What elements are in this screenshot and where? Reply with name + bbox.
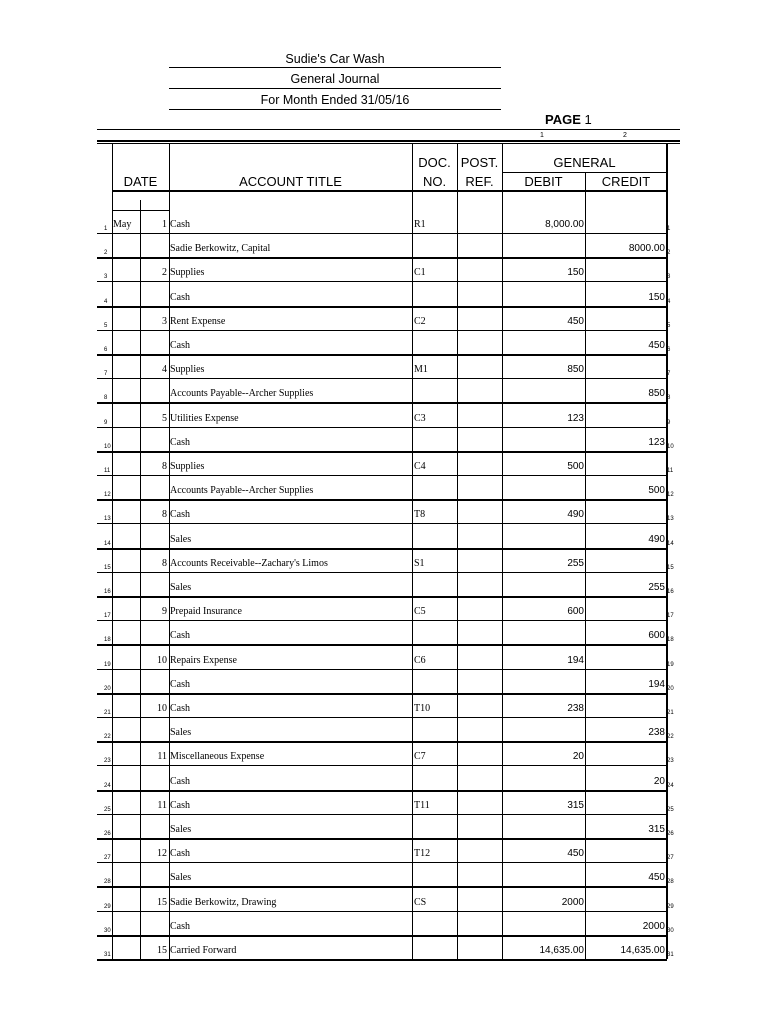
row-month: May — [113, 219, 132, 230]
row-credit: 8000.00 — [628, 243, 665, 254]
row-credit: 850 — [648, 388, 665, 399]
line-number-right: 25 — [667, 807, 674, 813]
line-number-left: 4 — [104, 299, 108, 305]
line-number-right: 22 — [667, 734, 674, 740]
column-rule — [112, 143, 113, 959]
row-doc-no: C1 — [414, 267, 426, 278]
line-number-left: 10 — [104, 444, 111, 450]
line-number-right: 29 — [667, 904, 674, 910]
row-account-title: Sales — [170, 727, 192, 738]
column-rule — [585, 172, 586, 959]
row-rule — [97, 911, 667, 912]
row-doc-no: T12 — [414, 848, 431, 859]
line-number-left: 23 — [104, 758, 111, 764]
row-credit: 20 — [653, 776, 665, 787]
line-number-right: 8 — [667, 395, 671, 401]
line-number-left: 28 — [104, 879, 111, 885]
row-rule — [97, 548, 667, 550]
line-number-right: 5 — [667, 323, 671, 329]
row-rule — [97, 451, 667, 453]
row-credit: 238 — [648, 727, 665, 738]
journal-period: For Month Ended 31/05/16 — [260, 93, 410, 107]
row-account-title: Miscellaneous Expense — [170, 751, 265, 762]
post-header-line2: REF. — [465, 174, 494, 189]
row-rule — [97, 378, 667, 379]
line-number-left: 8 — [104, 395, 108, 401]
row-credit: 123 — [648, 437, 665, 448]
row-rule — [97, 620, 667, 621]
line-number-right: 28 — [667, 879, 674, 885]
row-doc-no: T11 — [414, 800, 430, 811]
row-day: 8 — [162, 509, 167, 520]
line-number-left: 5 — [104, 323, 108, 329]
row-debit: 490 — [567, 509, 584, 520]
row-debit: 123 — [567, 413, 584, 424]
column-header-doc — [412, 155, 457, 189]
row-rule — [97, 402, 667, 404]
row-day: 15 — [157, 897, 167, 908]
row-rule — [97, 427, 667, 428]
row-doc-no: C4 — [414, 461, 426, 472]
page-indicator — [545, 112, 592, 127]
frame-rule — [97, 143, 680, 144]
row-account-title: Rent Expense — [170, 316, 226, 327]
row-account-title: Cash — [170, 848, 190, 859]
line-number-right: 15 — [667, 565, 674, 571]
row-doc-no: R1 — [414, 219, 426, 230]
row-rule — [97, 330, 667, 331]
row-account-title: Supplies — [170, 461, 205, 472]
row-debit: 2000 — [561, 897, 584, 908]
row-day: 5 — [162, 413, 167, 424]
row-account-title: Sadie Berkowitz, Drawing — [170, 897, 277, 908]
row-day: 9 — [162, 606, 167, 617]
doc-header-line1: DOC. — [418, 155, 451, 170]
row-day: 1 — [162, 219, 167, 230]
line-number-right: 30 — [667, 928, 674, 934]
line-number-right: 27 — [667, 855, 674, 861]
line-number-left: 19 — [104, 662, 111, 668]
row-credit: 500 — [648, 485, 665, 496]
row-doc-no: T8 — [414, 509, 426, 520]
row-account-title: Cash — [170, 509, 190, 520]
row-debit: 255 — [567, 558, 584, 569]
row-account-title: Cash — [170, 630, 190, 641]
line-number-left: 18 — [104, 637, 111, 643]
row-credit: 14,635.00 — [620, 945, 665, 956]
line-number-right: 19 — [667, 662, 674, 668]
journal-title: General Journal — [290, 72, 380, 86]
row-credit: 315 — [648, 824, 665, 835]
line-number-left: 26 — [104, 831, 111, 837]
post-header-line1: POST. — [460, 155, 499, 170]
row-rule — [97, 838, 667, 840]
row-doc-no: C5 — [414, 606, 426, 617]
row-account-title: Cash — [170, 800, 190, 811]
column-header-account-title: ACCOUNT TITLE — [239, 174, 342, 189]
column-header-general: GENERAL — [553, 155, 616, 170]
line-number-left: 21 — [104, 710, 111, 716]
line-number-left: 20 — [104, 686, 111, 692]
frame-rule — [97, 140, 680, 142]
row-rule — [97, 499, 667, 501]
column-number-1: 1 — [540, 132, 544, 139]
line-number-left: 29 — [104, 904, 111, 910]
page-label: PAGE — [545, 112, 581, 127]
row-rule — [97, 765, 667, 766]
row-debit: 450 — [567, 316, 584, 327]
row-debit: 315 — [567, 800, 584, 811]
line-number-right: 31 — [667, 952, 674, 958]
title-rule — [169, 109, 501, 110]
column-header-credit: CREDIT — [601, 174, 651, 189]
row-account-title: Sales — [170, 534, 192, 545]
line-number-right: 12 — [667, 492, 674, 498]
column-rule — [169, 143, 170, 959]
row-account-title: Cash — [170, 679, 190, 690]
row-rule — [97, 814, 667, 815]
row-day: 11 — [157, 800, 167, 811]
row-account-title: Cash — [170, 437, 190, 448]
line-number-right: 16 — [667, 589, 674, 595]
row-rule — [97, 717, 667, 718]
column-header-date: DATE — [123, 174, 158, 189]
title-rule — [169, 67, 501, 68]
column-header-debit: DEBIT — [524, 174, 563, 189]
line-number-right: 23 — [667, 758, 674, 764]
row-account-title: Cash — [170, 340, 190, 351]
row-rule — [97, 354, 667, 356]
row-rule — [97, 644, 667, 646]
row-day: 4 — [162, 364, 167, 375]
line-number-left: 3 — [104, 274, 108, 280]
line-number-left: 31 — [104, 952, 111, 958]
row-account-title: Accounts Receivable--Zachary's Limos — [170, 558, 328, 569]
row-rule — [97, 281, 667, 282]
row-account-title: Cash — [170, 219, 190, 230]
line-number-right: 20 — [667, 686, 674, 692]
row-account-title: Prepaid Insurance — [170, 606, 242, 617]
line-number-left: 9 — [104, 420, 108, 426]
row-debit: 150 — [567, 267, 584, 278]
row-day: 12 — [157, 848, 167, 859]
line-number-right: 18 — [667, 637, 674, 643]
line-number-left: 17 — [104, 613, 111, 619]
line-number-left: 6 — [104, 347, 108, 353]
line-number-left: 30 — [104, 928, 111, 934]
row-debit: 20 — [572, 751, 584, 762]
line-number-right: 3 — [667, 274, 671, 280]
row-doc-no: M1 — [414, 364, 428, 375]
line-number-right: 6 — [667, 347, 671, 353]
line-number-right: 10 — [667, 444, 674, 450]
row-debit: 450 — [567, 848, 584, 859]
line-number-left: 1 — [104, 226, 108, 232]
row-account-title: Cash — [170, 921, 190, 932]
row-day: 11 — [157, 751, 167, 762]
line-number-left: 14 — [104, 541, 111, 547]
row-rule — [97, 741, 667, 743]
row-day: 3 — [162, 316, 167, 327]
doc-header-line2: NO. — [422, 174, 447, 189]
frame-rule — [97, 129, 680, 130]
row-doc-no: S1 — [414, 558, 425, 569]
row-doc-no: C6 — [414, 655, 426, 666]
line-number-left: 24 — [104, 783, 111, 789]
line-number-left: 12 — [104, 492, 111, 498]
row-day: 2 — [162, 267, 167, 278]
line-number-left: 15 — [104, 565, 111, 571]
row-debit: 500 — [567, 461, 584, 472]
row-credit: 600 — [648, 630, 665, 641]
line-number-right: 14 — [667, 541, 674, 547]
line-number-right: 7 — [667, 371, 671, 377]
header-bottom-rule — [112, 190, 667, 192]
line-number-left: 22 — [104, 734, 111, 740]
line-number-right: 24 — [667, 783, 674, 789]
line-number-right: 17 — [667, 613, 674, 619]
line-number-left: 27 — [104, 855, 111, 861]
row-account-title: Supplies — [170, 364, 205, 375]
row-day: 10 — [157, 655, 167, 666]
line-number-right: 9 — [667, 420, 671, 426]
row-doc-no: C7 — [414, 751, 426, 762]
row-rule — [97, 596, 667, 598]
row-doc-no: T10 — [414, 703, 431, 714]
row-day: 10 — [157, 703, 167, 714]
company-name: Sudie's Car Wash — [285, 52, 385, 66]
row-rule — [97, 669, 667, 670]
row-rule — [97, 862, 667, 863]
row-account-title: Accounts Payable--Archer Supplies — [170, 388, 314, 399]
row-doc-no: C2 — [414, 316, 426, 327]
line-number-right: 21 — [667, 710, 674, 716]
line-number-left: 11 — [104, 468, 111, 474]
row-credit: 255 — [648, 582, 665, 593]
row-credit: 450 — [648, 340, 665, 351]
row-rule — [97, 790, 667, 792]
row-rule — [97, 886, 667, 888]
row-credit: 450 — [648, 872, 665, 883]
title-rule — [169, 88, 501, 89]
row-rule — [97, 257, 667, 259]
line-number-right: 11 — [667, 468, 674, 474]
row-debit: 14,635.00 — [539, 945, 584, 956]
row-doc-no: CS — [414, 897, 427, 908]
row-credit: 2000 — [642, 921, 665, 932]
row-rule — [97, 523, 667, 524]
row-account-title: Carried Forward — [170, 945, 237, 956]
row-debit: 238 — [567, 703, 584, 714]
row-day: 8 — [162, 558, 167, 569]
row-day: 15 — [157, 945, 167, 956]
row-account-title: Sales — [170, 872, 192, 883]
row-credit: 490 — [648, 534, 665, 545]
column-rule — [502, 143, 503, 959]
column-number-2: 2 — [623, 132, 627, 139]
row-account-title: Sadie Berkowitz, Capital — [170, 243, 271, 254]
line-number-right: 13 — [667, 516, 674, 522]
row-account-title: Cash — [170, 703, 190, 714]
row-day: 8 — [162, 461, 167, 472]
row-debit: 194 — [567, 655, 584, 666]
row-credit: 150 — [648, 292, 665, 303]
row-debit: 600 — [567, 606, 584, 617]
row-account-title: Sales — [170, 582, 192, 593]
row-account-title: Supplies — [170, 267, 205, 278]
line-number-right: 4 — [667, 299, 671, 305]
row-rule — [97, 572, 667, 573]
line-number-right: 1 — [667, 226, 671, 232]
line-number-right: 2 — [667, 250, 671, 256]
column-rule — [457, 143, 458, 959]
row-rule — [97, 935, 667, 937]
row-rule — [97, 693, 667, 695]
line-number-left: 25 — [104, 807, 111, 813]
row-account-title: Repairs Expense — [170, 655, 237, 666]
page-number: 1 — [584, 112, 592, 127]
row-rule — [97, 233, 667, 234]
row-debit: 8,000.00 — [545, 219, 584, 230]
line-number-left: 13 — [104, 516, 111, 522]
line-number-left: 2 — [104, 250, 108, 256]
column-rule — [412, 143, 413, 959]
line-number-left: 7 — [104, 371, 108, 377]
row-credit: 194 — [648, 679, 665, 690]
row-rule — [97, 475, 667, 476]
row-rule — [97, 306, 667, 308]
column-header-post-ref — [457, 155, 502, 189]
line-number-right: 26 — [667, 831, 674, 837]
row-account-title: Cash — [170, 292, 190, 303]
row-debit: 850 — [567, 364, 584, 375]
row-account-title: Accounts Payable--Archer Supplies — [170, 485, 314, 496]
column-rule — [140, 200, 141, 959]
row-account-title: Cash — [170, 776, 190, 787]
line-number-left: 16 — [104, 589, 111, 595]
row-account-title: Sales — [170, 824, 192, 835]
row-account-title: Utilities Expense — [170, 413, 239, 424]
row-rule — [97, 959, 667, 961]
row-doc-no: C3 — [414, 413, 426, 424]
